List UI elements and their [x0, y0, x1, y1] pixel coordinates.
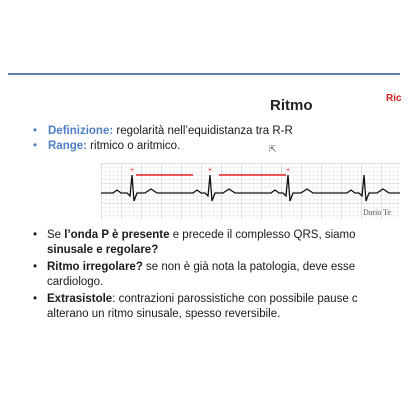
ecg-grid: [101, 163, 400, 219]
list-item: [33, 228, 413, 258]
note-line: [47, 243, 413, 258]
slide-top-rule: [8, 73, 400, 75]
note-line: cardiologo.: [47, 276, 104, 288]
range-text: ritmico o aritmico.: [86, 140, 181, 152]
r-wave-marker-icon: +: [130, 167, 135, 174]
note-emphasis: sinusale e regolare?: [47, 244, 159, 256]
bullet-icon: •: [33, 293, 38, 305]
note-emphasis: Ritmo irregolare?: [47, 261, 143, 273]
note-text: e precede il complesso QRS, siamo: [169, 229, 356, 241]
list-item: [33, 260, 413, 290]
note-line: [47, 292, 413, 307]
ecg-watermark: Dario Te: [363, 208, 391, 217]
list-item: [33, 292, 413, 322]
definition-text: regolarità nell’equidistanza tra R-R: [113, 125, 293, 137]
note-line: [47, 260, 413, 275]
bullet-icon: •: [33, 140, 38, 152]
bullet-icon: •: [33, 229, 38, 241]
range-label: Range:: [48, 140, 87, 152]
note-emphasis: l’onda P è presente: [64, 229, 170, 241]
bullet-icon: •: [33, 261, 38, 273]
note-line: [47, 228, 413, 243]
definition-item: [33, 124, 293, 139]
mouse-cursor-icon: ⇱: [269, 144, 277, 154]
cut-off-corner-text: Ric: [386, 93, 402, 104]
note-text: Se: [47, 229, 65, 241]
note-text: se non è già nota la patologia, deve esse: [142, 261, 356, 273]
note-line: alterano un ritmo sinusale, spesso reversibile.: [47, 308, 281, 320]
note-emphasis: Extrasistole: [47, 293, 113, 305]
notes-list: [33, 228, 413, 324]
r-wave-marker-icon: +: [286, 167, 291, 174]
r-wave-marker-icon: +: [208, 167, 213, 174]
range-item: [33, 139, 293, 154]
definition-label: Definizione:: [48, 125, 114, 137]
definition-list: [33, 124, 293, 154]
ecg-strip: [101, 163, 400, 219]
bullet-icon: •: [33, 125, 38, 137]
note-text: : contrazioni parossistiche con possibile pause c: [112, 293, 358, 305]
slide-title: Ritmo: [270, 97, 313, 114]
